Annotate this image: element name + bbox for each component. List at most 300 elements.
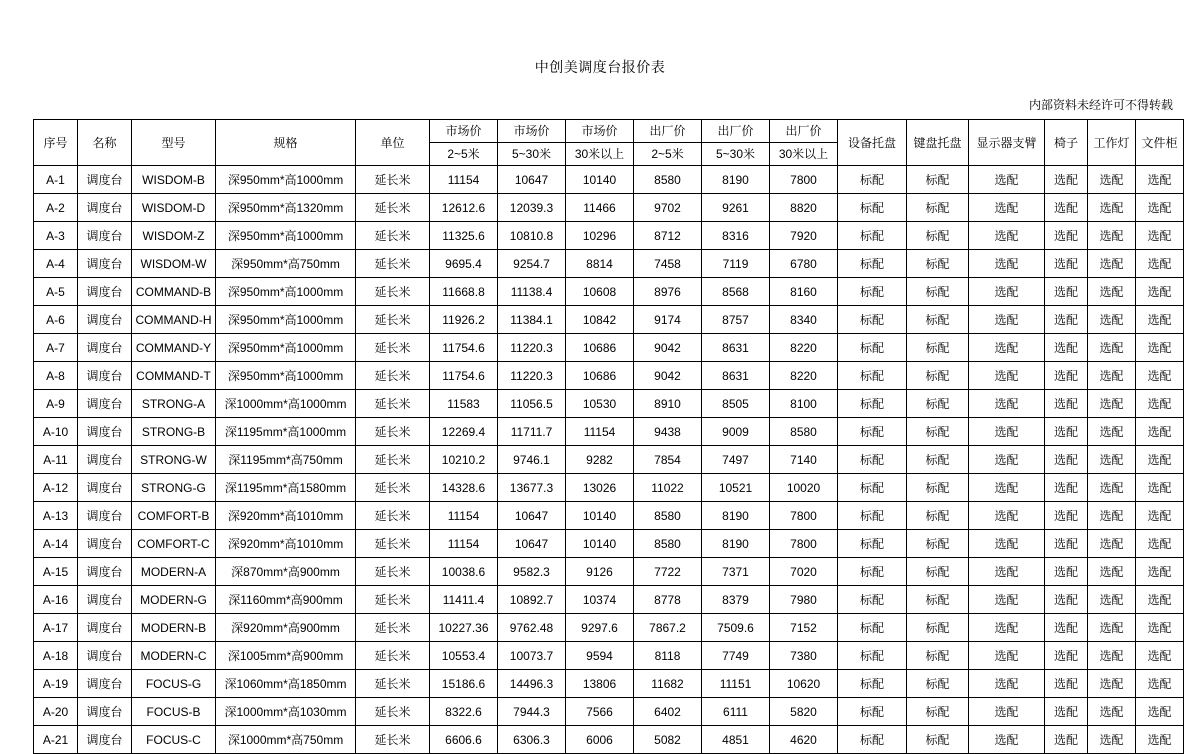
cell-unit: 延长米 [356, 362, 430, 390]
cell-spec: 深1000mm*高1030mm [216, 698, 356, 726]
cell-factory-2-5: 8712 [634, 222, 702, 250]
cell-monitor-arm: 选配 [969, 278, 1045, 306]
cell-unit: 延长米 [356, 194, 430, 222]
cell-seq: A-20 [34, 698, 78, 726]
cell-monitor-arm: 选配 [969, 474, 1045, 502]
cell-factory-30-up: 7152 [770, 614, 838, 642]
cell-keyboard-tray: 标配 [907, 586, 969, 614]
cell-unit: 延长米 [356, 250, 430, 278]
cell-model: FOCUS-B [132, 698, 216, 726]
cell-work-light: 选配 [1088, 222, 1136, 250]
table-row [34, 166, 1184, 194]
cell-name: 调度台 [78, 642, 132, 670]
cell-chair: 选配 [1045, 390, 1088, 418]
table-row [34, 474, 1184, 502]
cell-name: 调度台 [78, 586, 132, 614]
cell-monitor-arm: 选配 [969, 446, 1045, 474]
cell-factory-5-30: 8316 [702, 222, 770, 250]
cell-factory-30-up: 7920 [770, 222, 838, 250]
cell-model: FOCUS-C [132, 726, 216, 754]
cell-factory-30-up: 7380 [770, 642, 838, 670]
cell-factory-5-30: 7371 [702, 558, 770, 586]
cell-seq: A-12 [34, 474, 78, 502]
cell-file-cabinet: 选配 [1136, 278, 1184, 306]
cell-equipment-tray: 标配 [838, 166, 907, 194]
cell-market-5-30: 9762.48 [498, 614, 566, 642]
cell-spec: 深1195mm*高1580mm [216, 474, 356, 502]
page-title: 中创美调度台报价表 [534, 59, 666, 75]
cell-equipment-tray: 标配 [838, 250, 907, 278]
cell-market-30-up: 10140 [566, 502, 634, 530]
table-row [34, 670, 1184, 698]
cell-factory-2-5: 5082 [634, 726, 702, 754]
cell-factory-5-30: 8505 [702, 390, 770, 418]
cell-seq: A-13 [34, 502, 78, 530]
cell-market-30-up: 9297.6 [566, 614, 634, 642]
cell-factory-2-5: 9174 [634, 306, 702, 334]
cell-unit: 延长米 [356, 222, 430, 250]
cell-factory-5-30: 9261 [702, 194, 770, 222]
cell-spec: 深950mm*高1000mm [216, 334, 356, 362]
cell-work-light: 选配 [1088, 166, 1136, 194]
cell-market-2-5: 11154 [430, 166, 498, 194]
cell-chair: 选配 [1045, 698, 1088, 726]
table-row [34, 362, 1184, 390]
cell-keyboard-tray: 标配 [907, 698, 969, 726]
header-seq: 序号 [34, 120, 78, 166]
cell-market-30-up: 10296 [566, 222, 634, 250]
cell-monitor-arm: 选配 [969, 194, 1045, 222]
cell-spec: 深1005mm*高900mm [216, 642, 356, 670]
cell-monitor-arm: 选配 [969, 250, 1045, 278]
cell-keyboard-tray: 标配 [907, 446, 969, 474]
cell-monitor-arm: 选配 [969, 166, 1045, 194]
cell-file-cabinet: 选配 [1136, 194, 1184, 222]
cell-model: MODERN-C [132, 642, 216, 670]
cell-unit: 延长米 [356, 726, 430, 754]
cell-equipment-tray: 标配 [838, 306, 907, 334]
cell-monitor-arm: 选配 [969, 390, 1045, 418]
cell-name: 调度台 [78, 446, 132, 474]
cell-keyboard-tray: 标配 [907, 670, 969, 698]
cell-market-30-up: 9282 [566, 446, 634, 474]
cell-factory-30-up: 7020 [770, 558, 838, 586]
cell-factory-2-5: 7854 [634, 446, 702, 474]
cell-market-2-5: 11668.8 [430, 278, 498, 306]
cell-factory-2-5: 9438 [634, 418, 702, 446]
subheader-factory-2-5: 2~5米 [634, 143, 702, 166]
cell-spec: 深920mm*高1010mm [216, 530, 356, 558]
header-market-price-1: 市场价 [430, 120, 498, 143]
cell-factory-30-up: 7800 [770, 502, 838, 530]
cell-name: 调度台 [78, 306, 132, 334]
cell-keyboard-tray: 标配 [907, 474, 969, 502]
cell-market-30-up: 7566 [566, 698, 634, 726]
cell-chair: 选配 [1045, 502, 1088, 530]
header-market-price-3: 市场价 [566, 120, 634, 143]
cell-market-30-up: 13806 [566, 670, 634, 698]
cell-name: 调度台 [78, 530, 132, 558]
cell-monitor-arm: 选配 [969, 530, 1045, 558]
cell-equipment-tray: 标配 [838, 446, 907, 474]
cell-monitor-arm: 选配 [969, 502, 1045, 530]
subheader-market-30-up: 30米以上 [566, 143, 634, 166]
cell-market-2-5: 8322.6 [430, 698, 498, 726]
cell-spec: 深1160mm*高900mm [216, 586, 356, 614]
cell-spec: 深1195mm*高750mm [216, 446, 356, 474]
cell-factory-5-30: 7497 [702, 446, 770, 474]
cell-equipment-tray: 标配 [838, 334, 907, 362]
cell-factory-2-5: 11682 [634, 670, 702, 698]
cell-name: 调度台 [78, 474, 132, 502]
table-row [34, 530, 1184, 558]
cell-factory-5-30: 7509.6 [702, 614, 770, 642]
header-name: 名称 [78, 120, 132, 166]
cell-file-cabinet: 选配 [1136, 166, 1184, 194]
cell-work-light: 选配 [1088, 726, 1136, 754]
cell-monitor-arm: 选配 [969, 418, 1045, 446]
cell-model: WISDOM-W [132, 250, 216, 278]
cell-market-2-5: 11411.4 [430, 586, 498, 614]
cell-model: WISDOM-Z [132, 222, 216, 250]
cell-factory-2-5: 11022 [634, 474, 702, 502]
cell-equipment-tray: 标配 [838, 278, 907, 306]
cell-equipment-tray: 标配 [838, 362, 907, 390]
cell-name: 调度台 [78, 278, 132, 306]
cell-market-2-5: 11154 [430, 530, 498, 558]
table-row [34, 306, 1184, 334]
cell-model: MODERN-G [132, 586, 216, 614]
cell-file-cabinet: 选配 [1136, 642, 1184, 670]
cell-market-30-up: 10842 [566, 306, 634, 334]
cell-factory-30-up: 8160 [770, 278, 838, 306]
cell-monitor-arm: 选配 [969, 558, 1045, 586]
cell-work-light: 选配 [1088, 586, 1136, 614]
cell-monitor-arm: 选配 [969, 222, 1045, 250]
cell-market-2-5: 10553.4 [430, 642, 498, 670]
cell-file-cabinet: 选配 [1136, 334, 1184, 362]
cell-factory-5-30: 11151 [702, 670, 770, 698]
cell-chair: 选配 [1045, 334, 1088, 362]
cell-market-5-30: 9746.1 [498, 446, 566, 474]
cell-keyboard-tray: 标配 [907, 362, 969, 390]
cell-factory-2-5: 8580 [634, 530, 702, 558]
header-spec: 规格 [216, 120, 356, 166]
cell-keyboard-tray: 标配 [907, 166, 969, 194]
cell-keyboard-tray: 标配 [907, 278, 969, 306]
price-table [33, 119, 1184, 754]
cell-monitor-arm: 选配 [969, 586, 1045, 614]
cell-name: 调度台 [78, 698, 132, 726]
cell-factory-5-30: 8631 [702, 362, 770, 390]
cell-file-cabinet: 选配 [1136, 222, 1184, 250]
cell-equipment-tray: 标配 [838, 614, 907, 642]
cell-factory-30-up: 8220 [770, 334, 838, 362]
cell-unit: 延长米 [356, 334, 430, 362]
cell-spec: 深1000mm*高1000mm [216, 390, 356, 418]
cell-chair: 选配 [1045, 642, 1088, 670]
cell-keyboard-tray: 标配 [907, 614, 969, 642]
cell-market-30-up: 13026 [566, 474, 634, 502]
cell-equipment-tray: 标配 [838, 222, 907, 250]
cell-work-light: 选配 [1088, 558, 1136, 586]
cell-seq: A-3 [34, 222, 78, 250]
cell-file-cabinet: 选配 [1136, 614, 1184, 642]
cell-name: 调度台 [78, 334, 132, 362]
cell-equipment-tray: 标配 [838, 558, 907, 586]
cell-work-light: 选配 [1088, 474, 1136, 502]
cell-file-cabinet: 选配 [1136, 502, 1184, 530]
cell-keyboard-tray: 标配 [907, 194, 969, 222]
cell-chair: 选配 [1045, 614, 1088, 642]
cell-market-30-up: 8814 [566, 250, 634, 278]
cell-model: COMFORT-B [132, 502, 216, 530]
cell-market-5-30: 11220.3 [498, 334, 566, 362]
cell-factory-2-5: 8910 [634, 390, 702, 418]
cell-name: 调度台 [78, 418, 132, 446]
cell-market-30-up: 6006 [566, 726, 634, 754]
cell-model: STRONG-A [132, 390, 216, 418]
cell-seq: A-11 [34, 446, 78, 474]
cell-market-5-30: 11138.4 [498, 278, 566, 306]
cell-factory-5-30: 9009 [702, 418, 770, 446]
cell-file-cabinet: 选配 [1136, 306, 1184, 334]
cell-name: 调度台 [78, 194, 132, 222]
cell-market-2-5: 12269.4 [430, 418, 498, 446]
copyright-notice: 内部资料未经许可不得转载 [1028, 98, 1173, 112]
cell-factory-5-30: 8190 [702, 530, 770, 558]
cell-equipment-tray: 标配 [838, 586, 907, 614]
cell-market-5-30: 12039.3 [498, 194, 566, 222]
cell-unit: 延长米 [356, 670, 430, 698]
cell-market-5-30: 10647 [498, 530, 566, 558]
cell-unit: 延长米 [356, 418, 430, 446]
cell-equipment-tray: 标配 [838, 530, 907, 558]
cell-seq: A-18 [34, 642, 78, 670]
cell-market-2-5: 11754.6 [430, 334, 498, 362]
cell-market-30-up: 11154 [566, 418, 634, 446]
cell-monitor-arm: 选配 [969, 334, 1045, 362]
cell-unit: 延长米 [356, 166, 430, 194]
cell-model: STRONG-G [132, 474, 216, 502]
header-monitor-arm: 显示器支臂 [969, 120, 1045, 166]
cell-work-light: 选配 [1088, 502, 1136, 530]
header-unit: 单位 [356, 120, 430, 166]
cell-seq: A-10 [34, 418, 78, 446]
cell-factory-5-30: 4851 [702, 726, 770, 754]
table-row [34, 558, 1184, 586]
cell-name: 调度台 [78, 222, 132, 250]
cell-keyboard-tray: 标配 [907, 502, 969, 530]
cell-work-light: 选配 [1088, 614, 1136, 642]
cell-chair: 选配 [1045, 418, 1088, 446]
cell-unit: 延长米 [356, 530, 430, 558]
cell-chair: 选配 [1045, 362, 1088, 390]
cell-keyboard-tray: 标配 [907, 642, 969, 670]
cell-market-30-up: 10686 [566, 334, 634, 362]
table-row [34, 390, 1184, 418]
subheader-market-2-5: 2~5米 [430, 143, 498, 166]
cell-work-light: 选配 [1088, 334, 1136, 362]
cell-file-cabinet: 选配 [1136, 670, 1184, 698]
cell-factory-2-5: 8778 [634, 586, 702, 614]
cell-spec: 深950mm*高1000mm [216, 166, 356, 194]
cell-unit: 延长米 [356, 278, 430, 306]
cell-work-light: 选配 [1088, 446, 1136, 474]
cell-equipment-tray: 标配 [838, 194, 907, 222]
cell-seq: A-15 [34, 558, 78, 586]
cell-unit: 延长米 [356, 390, 430, 418]
cell-market-5-30: 11056.5 [498, 390, 566, 418]
cell-market-2-5: 6606.6 [430, 726, 498, 754]
cell-chair: 选配 [1045, 194, 1088, 222]
cell-monitor-arm: 选配 [969, 614, 1045, 642]
cell-work-light: 选配 [1088, 362, 1136, 390]
cell-chair: 选配 [1045, 166, 1088, 194]
cell-seq: A-4 [34, 250, 78, 278]
table-row [34, 278, 1184, 306]
table-row [34, 586, 1184, 614]
cell-monitor-arm: 选配 [969, 642, 1045, 670]
cell-factory-5-30: 8757 [702, 306, 770, 334]
cell-market-30-up: 9126 [566, 558, 634, 586]
cell-model: MODERN-A [132, 558, 216, 586]
cell-factory-2-5: 8118 [634, 642, 702, 670]
cell-keyboard-tray: 标配 [907, 390, 969, 418]
cell-market-2-5: 11154 [430, 502, 498, 530]
cell-model: WISDOM-B [132, 166, 216, 194]
table-row [34, 614, 1184, 642]
cell-monitor-arm: 选配 [969, 670, 1045, 698]
cell-factory-30-up: 5820 [770, 698, 838, 726]
cell-factory-30-up: 7800 [770, 530, 838, 558]
cell-work-light: 选配 [1088, 306, 1136, 334]
cell-market-30-up: 9594 [566, 642, 634, 670]
subheader-factory-5-30: 5~30米 [702, 143, 770, 166]
cell-spec: 深950mm*高1000mm [216, 362, 356, 390]
cell-market-5-30: 13677.3 [498, 474, 566, 502]
cell-market-2-5: 14328.6 [430, 474, 498, 502]
header-factory-price-2: 出厂价 [702, 120, 770, 143]
cell-chair: 选配 [1045, 530, 1088, 558]
cell-factory-30-up: 8580 [770, 418, 838, 446]
cell-market-30-up: 10608 [566, 278, 634, 306]
cell-seq: A-5 [34, 278, 78, 306]
cell-market-5-30: 6306.3 [498, 726, 566, 754]
table-row [34, 222, 1184, 250]
cell-work-light: 选配 [1088, 194, 1136, 222]
subheader-market-5-30: 5~30米 [498, 143, 566, 166]
cell-spec: 深950mm*高1000mm [216, 222, 356, 250]
cell-factory-30-up: 10620 [770, 670, 838, 698]
cell-factory-2-5: 7867.2 [634, 614, 702, 642]
cell-name: 调度台 [78, 558, 132, 586]
table-row [34, 726, 1184, 754]
cell-market-2-5: 11583 [430, 390, 498, 418]
cell-factory-5-30: 7119 [702, 250, 770, 278]
cell-model: FOCUS-G [132, 670, 216, 698]
cell-name: 调度台 [78, 166, 132, 194]
cell-monitor-arm: 选配 [969, 698, 1045, 726]
cell-file-cabinet: 选配 [1136, 726, 1184, 754]
cell-factory-2-5: 9042 [634, 362, 702, 390]
header-model: 型号 [132, 120, 216, 166]
cell-chair: 选配 [1045, 222, 1088, 250]
cell-factory-2-5: 8580 [634, 166, 702, 194]
cell-factory-5-30: 8190 [702, 166, 770, 194]
cell-keyboard-tray: 标配 [907, 726, 969, 754]
cell-factory-30-up: 8340 [770, 306, 838, 334]
cell-factory-5-30: 8379 [702, 586, 770, 614]
cell-name: 调度台 [78, 390, 132, 418]
cell-seq: A-19 [34, 670, 78, 698]
cell-equipment-tray: 标配 [838, 502, 907, 530]
cell-factory-2-5: 7722 [634, 558, 702, 586]
cell-factory-30-up: 8220 [770, 362, 838, 390]
cell-seq: A-1 [34, 166, 78, 194]
cell-spec: 深1060mm*高1850mm [216, 670, 356, 698]
cell-market-2-5: 9695.4 [430, 250, 498, 278]
table-row [34, 502, 1184, 530]
cell-keyboard-tray: 标配 [907, 250, 969, 278]
cell-model: STRONG-B [132, 418, 216, 446]
header-file-cabinet: 文件柜 [1136, 120, 1184, 166]
cell-market-30-up: 10686 [566, 362, 634, 390]
cell-keyboard-tray: 标配 [907, 418, 969, 446]
cell-file-cabinet: 选配 [1136, 446, 1184, 474]
cell-seq: A-21 [34, 726, 78, 754]
cell-chair: 选配 [1045, 558, 1088, 586]
cell-seq: A-16 [34, 586, 78, 614]
header-factory-price-1: 出厂价 [634, 120, 702, 143]
cell-unit: 延长米 [356, 474, 430, 502]
cell-name: 调度台 [78, 502, 132, 530]
cell-equipment-tray: 标配 [838, 642, 907, 670]
cell-unit: 延长米 [356, 306, 430, 334]
cell-market-5-30: 10647 [498, 166, 566, 194]
cell-work-light: 选配 [1088, 698, 1136, 726]
cell-factory-2-5: 8976 [634, 278, 702, 306]
cell-work-light: 选配 [1088, 642, 1136, 670]
cell-work-light: 选配 [1088, 670, 1136, 698]
cell-factory-5-30: 10521 [702, 474, 770, 502]
cell-factory-5-30: 8190 [702, 502, 770, 530]
cell-factory-2-5: 6402 [634, 698, 702, 726]
cell-unit: 延长米 [356, 698, 430, 726]
cell-model: COMFORT-C [132, 530, 216, 558]
table-row [34, 334, 1184, 362]
cell-model: STRONG-W [132, 446, 216, 474]
cell-chair: 选配 [1045, 250, 1088, 278]
cell-work-light: 选配 [1088, 390, 1136, 418]
cell-chair: 选配 [1045, 278, 1088, 306]
cell-file-cabinet: 选配 [1136, 362, 1184, 390]
cell-factory-30-up: 6780 [770, 250, 838, 278]
cell-seq: A-17 [34, 614, 78, 642]
subheader-factory-30-up: 30米以上 [770, 143, 838, 166]
cell-seq: A-8 [34, 362, 78, 390]
cell-equipment-tray: 标配 [838, 698, 907, 726]
cell-file-cabinet: 选配 [1136, 558, 1184, 586]
cell-work-light: 选配 [1088, 418, 1136, 446]
table-row [34, 642, 1184, 670]
cell-seq: A-2 [34, 194, 78, 222]
cell-model: COMMAND-Y [132, 334, 216, 362]
cell-equipment-tray: 标配 [838, 390, 907, 418]
cell-work-light: 选配 [1088, 278, 1136, 306]
cell-market-30-up: 10374 [566, 586, 634, 614]
cell-chair: 选配 [1045, 586, 1088, 614]
